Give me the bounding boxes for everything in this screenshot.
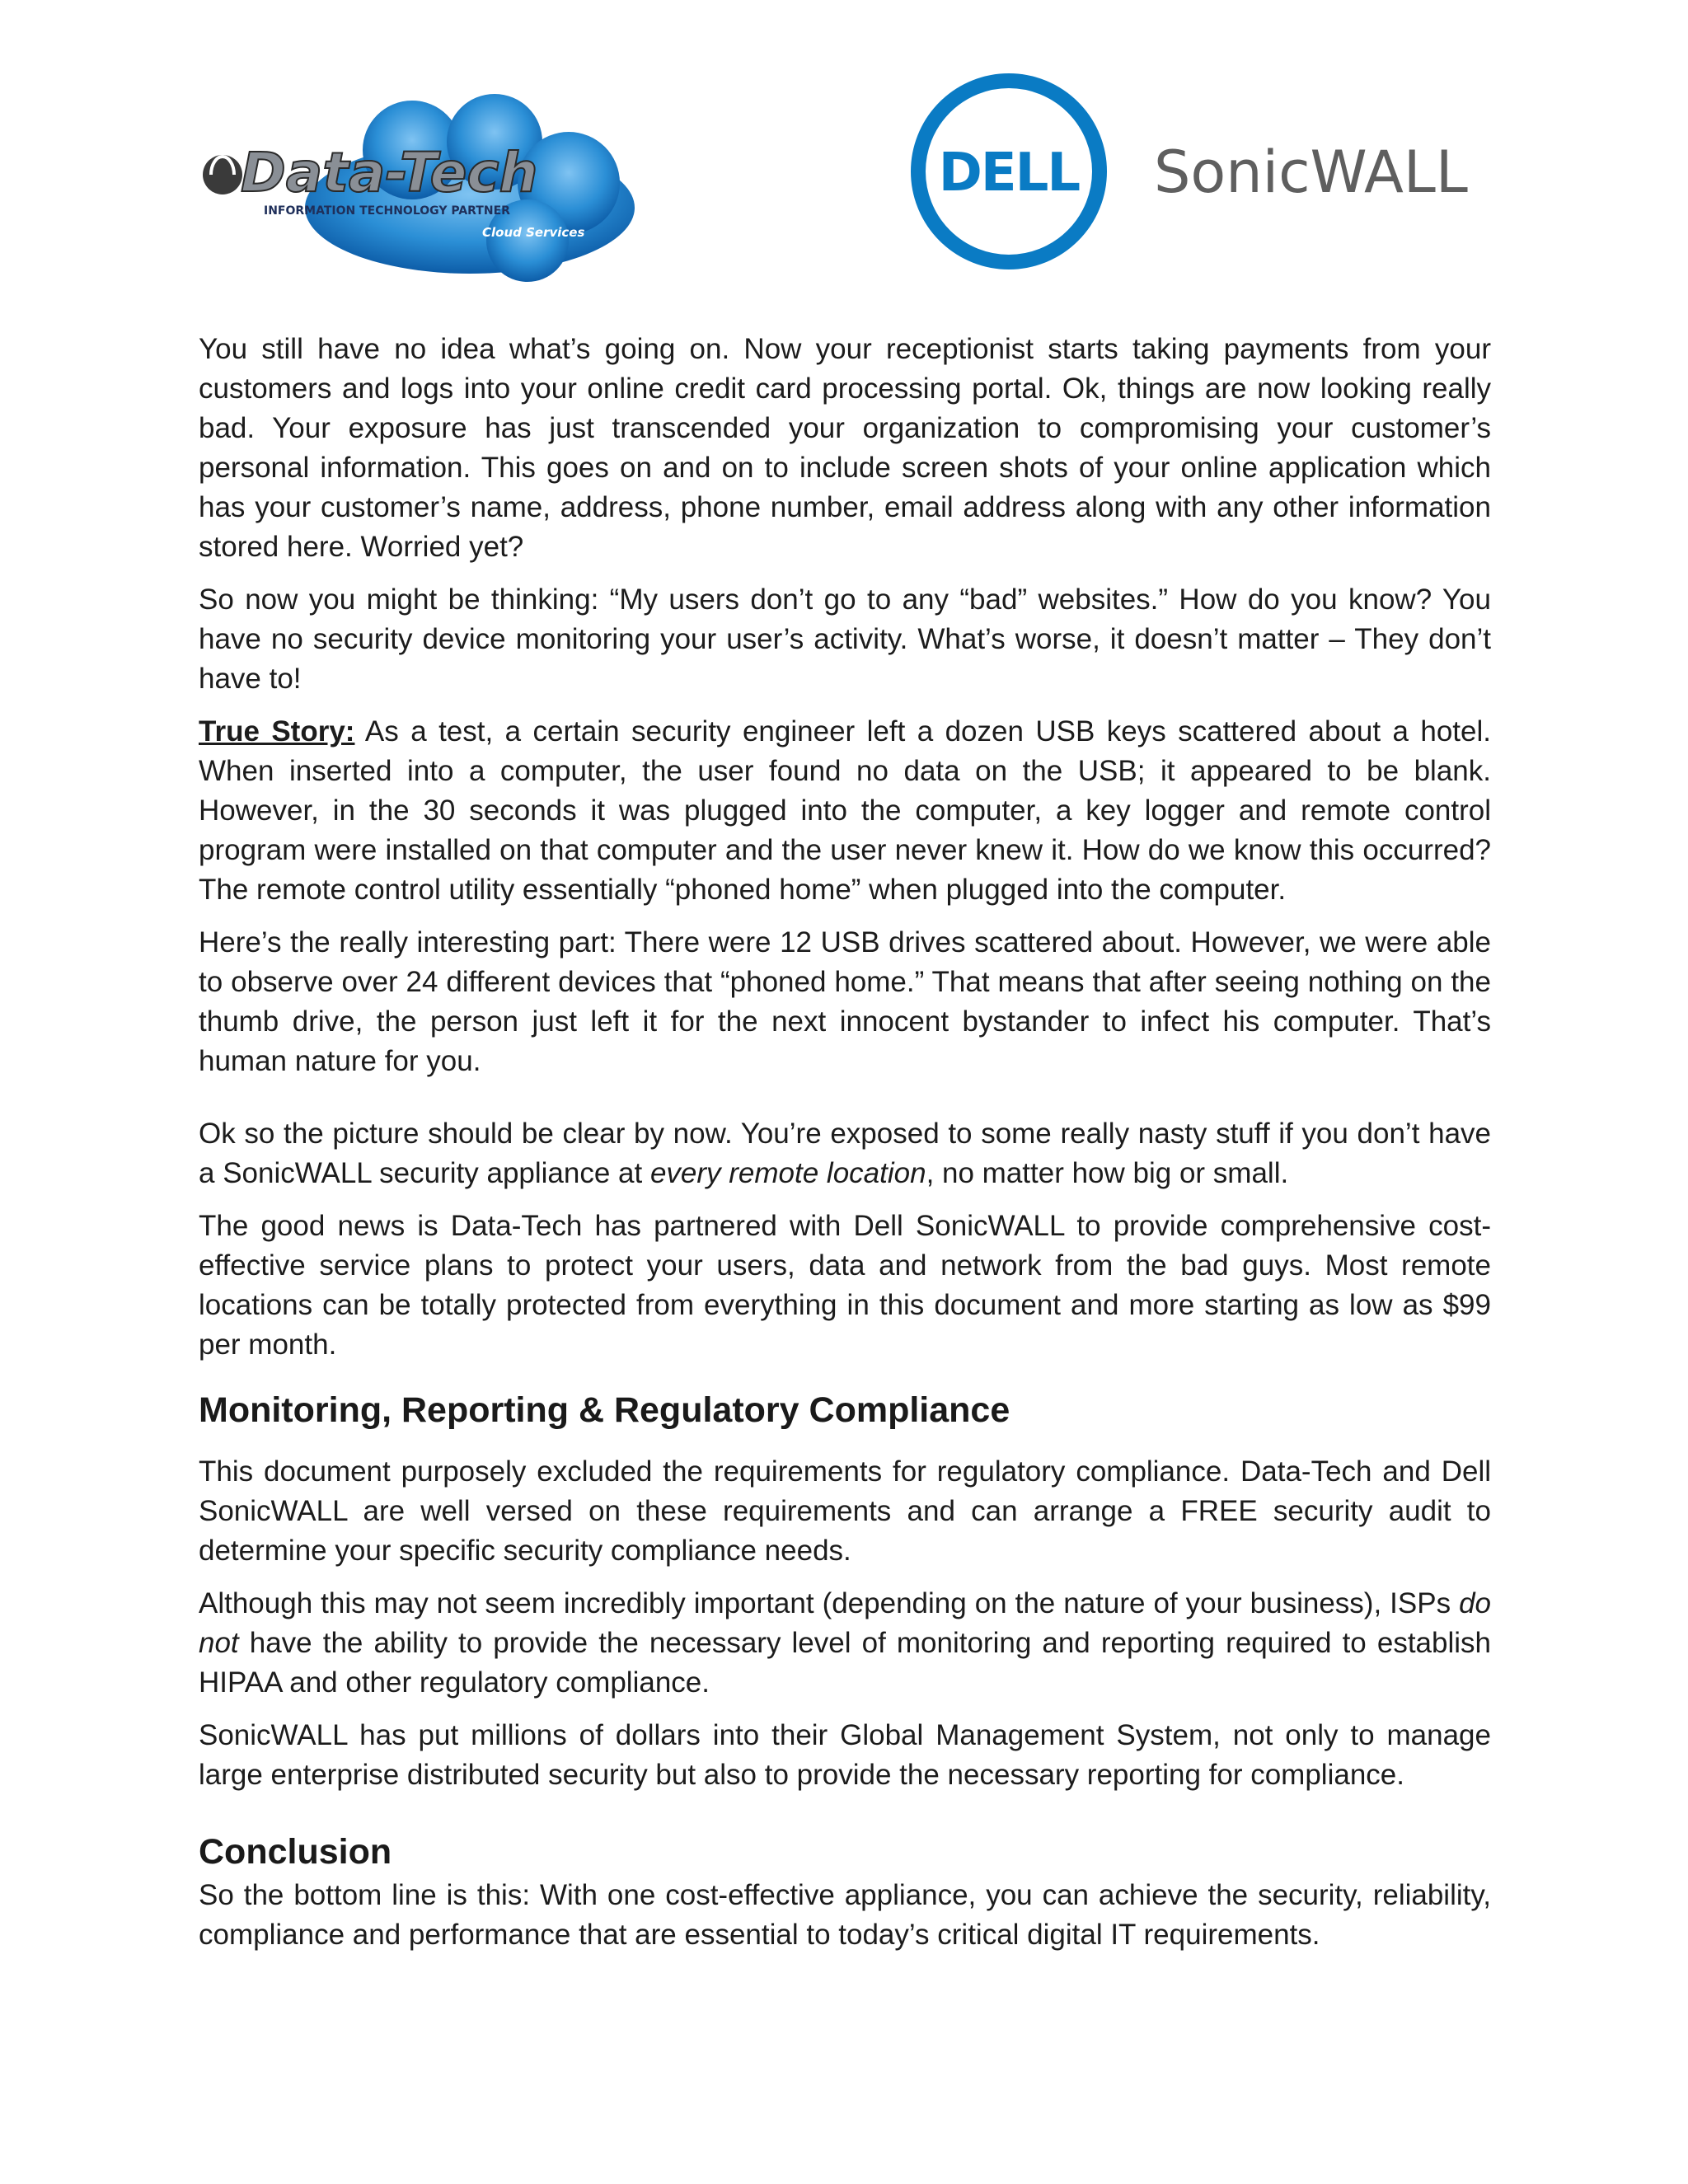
paragraph-isps [199, 1584, 1491, 1703]
paragraph-interesting-part: Here’s the really interesting part: There were 12 USB drives scattered about. However, we were able to observe over 24 different devices that “phoned home.” That means that after seeing nothing on the thumb drive, the person just left it for the next innocent bystander to infect his computer. That’s human nature for you. [199, 926, 1491, 1077]
datatech-wordmark: Data-Tech [241, 141, 538, 204]
datatech-tagline: INFORMATION TECHNOLOGY PARTNER [264, 204, 510, 218]
paragraph-receptionist: You still have no idea what’s going on. Now your receptionist starts taking payments from your customers and logs into your online credit card processing portal. Ok, things are now looking really bad. Your exposure has just transcended your organization to compromising your customer’s personal information. This goes on and on to include screen shots of your online application which has your customer’s name, address, phone number, email address along with any other information stored here. Worried yet? [199, 333, 1491, 563]
datatech-subtag: Cloud Services [482, 225, 585, 240]
true-story-label: True Story: [199, 715, 355, 748]
paragraph-global-management: SonicWALL has put millions of dollars into their Global Management System, not only to manage large enterprise distributed security but also to provide the necessary reporting for compliance. [199, 1719, 1491, 1791]
paragraph-bad-websites: So now you might be thinking: “My users don’t go to any “bad” websites.” How do you know? You have no security device monitoring your user’s activity. What’s worse, it doesn’t matter – They don’t have to! [199, 583, 1491, 695]
heading-monitoring: Monitoring, Reporting & Regulatory Compliance [199, 1390, 1010, 1430]
isps-text-a: Although this may not seem incredibly important (depending on the nature of your business), ISPs [199, 1587, 1460, 1619]
isps-emphasis: do not [199, 1587, 1491, 1659]
paragraph-conclusion: So the bottom line is this: With one cost-effective appliance, you can achieve the security, reliability, compliance and performance that are essential to today’s critical digital IT requirements. [199, 1879, 1491, 1951]
globe-icon [203, 155, 242, 194]
page-header [0, 0, 1688, 297]
picture-clear-text-a: Ok so the picture should be clear by now. You’re exposed to some really nasty stuff if you don’t have a SonicWALL security appliance at [199, 1118, 1491, 1189]
sonicwall-logo: SonicWALL [1154, 138, 1468, 206]
paragraph-true-story [199, 712, 1491, 910]
picture-clear-text-b: , no matter how big or small. [926, 1157, 1289, 1189]
dell-wordmark: DELL [938, 143, 1080, 204]
picture-clear-emphasis: every remote location [649, 1157, 926, 1189]
true-story-text: As a test, a certain security engineer left a dozen USB keys scattered about a hotel. When inserted into a computer, the user found no data on the USB; it appeared to be blank. However, in the 30 seconds it was plugged into the computer, a key logger and remote control program were installed on that computer and the user never knew it. How do we know this occurred? The remote control utility essentially “phoned home” when plugged into the computer. [199, 715, 1491, 906]
document-body [199, 330, 1491, 1955]
datatech-logo [198, 92, 643, 290]
heading-conclusion: Conclusion [199, 1832, 392, 1872]
isps-text-b: have the ability to provide the necessary level of monitoring and reporting required to establish HIPAA and other regulatory compliance. [199, 1627, 1491, 1699]
paragraph-excluded-requirements: This document purposely excluded the requirements for regulatory compliance. Data-Tech and Dell SonicWALL are well versed on these requirements and can arrange a FREE security audit to determine your specific security compliance needs. [199, 1455, 1491, 1567]
paragraph-good-news: The good news is Data-Tech has partnered with Dell SonicWALL to provide comprehensive cost-effective service plans to protect your users, data and network from the bad guys. Most remote locations can be totally protected from everything in this document and more starting as low as $99 per month. [199, 1210, 1491, 1361]
paragraph-picture-clear [199, 1114, 1491, 1193]
dell-logo [902, 71, 1116, 272]
